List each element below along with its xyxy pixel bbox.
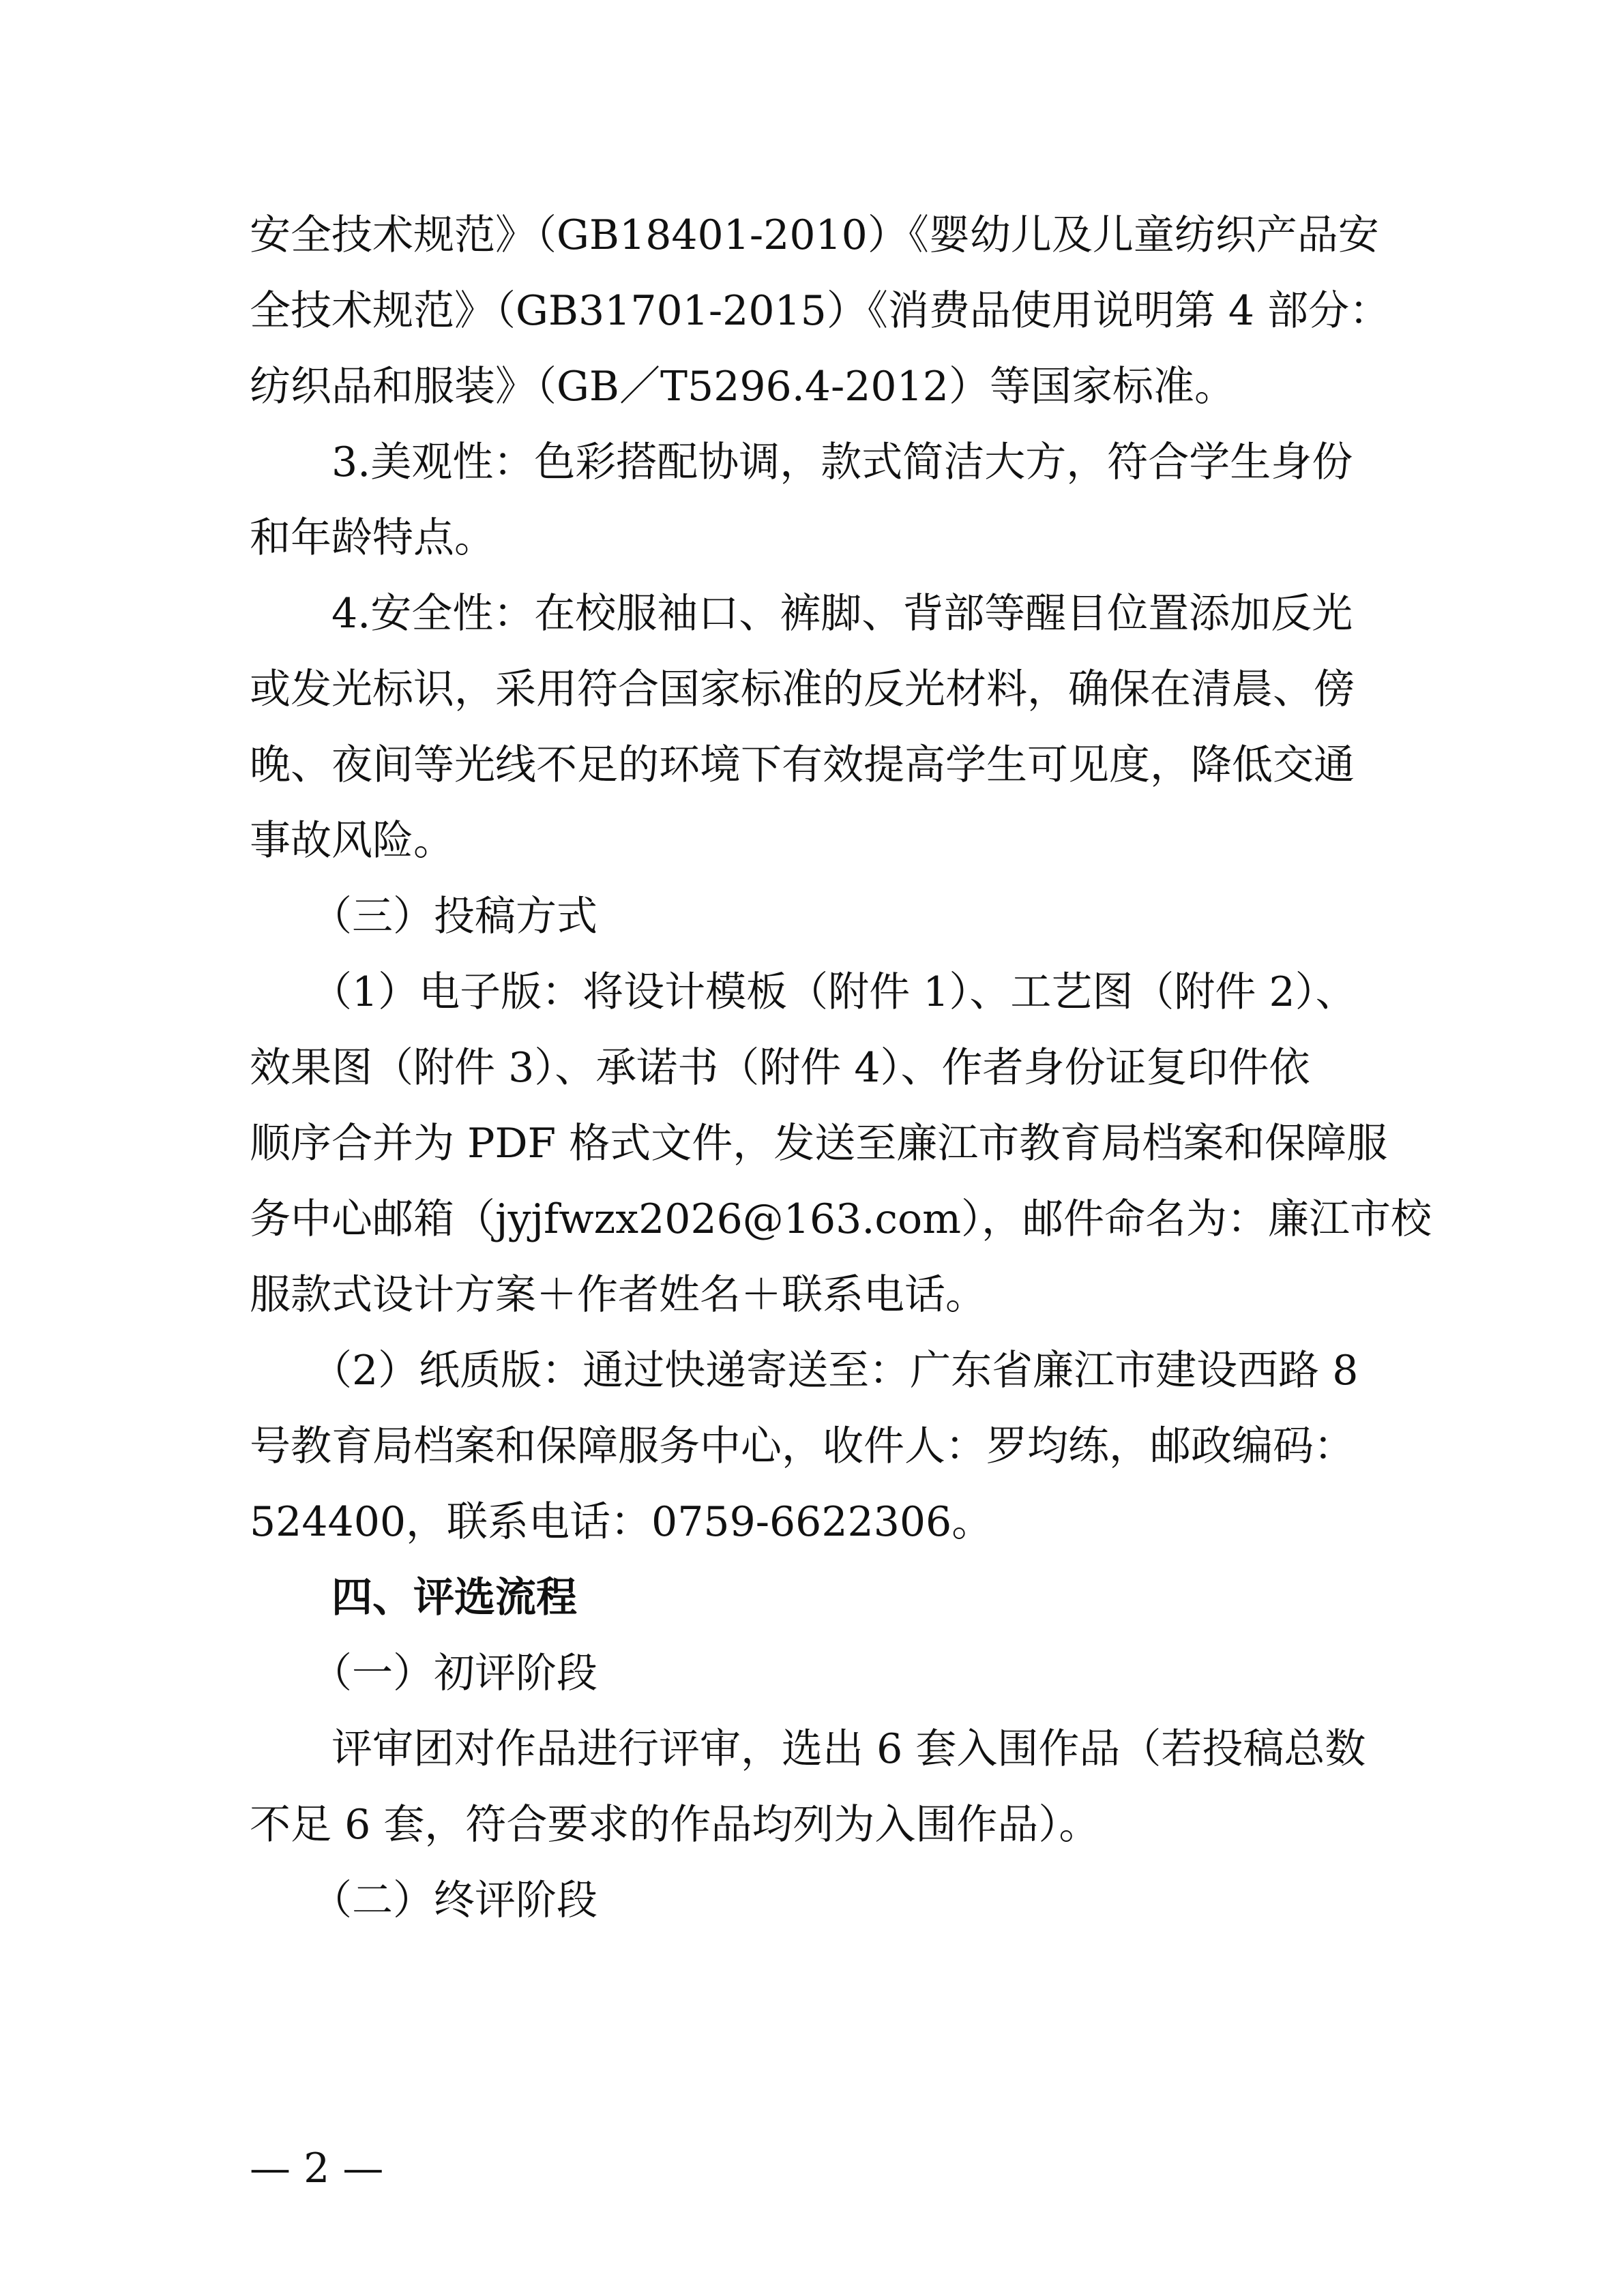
subheading-submission-method [250,879,1386,955]
paragraph-electronic-version [250,955,1432,1333]
text-line: 4.安全性：在校服袖口、裤脚、背部等醒目位置添加反光 [331,590,1353,638]
text-line: 事故风险。 [250,817,454,865]
paragraph-standards-continued [250,198,1391,425]
paragraph-safety [250,576,1386,879]
text-line: 务中心邮箱（jyjfwzx2026@163.com），邮件命名为：廉江市校 [250,1195,1432,1243]
text-line: 3.美观性：色彩搭配协调，款式简洁大方，符合学生身份 [331,438,1353,486]
text-line: 524400，联系电话：0759-6622306。 [250,1498,993,1546]
text-line: 或发光标识，采用符合国家标准的反光材料，确保在清晨、傍 [250,666,1355,713]
page-number: — 2 — [250,2145,384,2192]
section-heading-selection-process [250,1560,1386,1636]
text-line: 顺序合并为 PDF 格式文件，发送至廉江市教育局档案和保障服 [250,1120,1388,1167]
text-line: 全技术规范》（GB31701-2015）《消费品使用说明第 4 部分： [250,287,1391,335]
document-body [250,198,1432,1939]
text-line: （一）初评阶段 [311,1650,597,1697]
text-line: 纺织品和服装》（GB／T5296.4-2012）等国家标准。 [250,363,1235,411]
text-line: 晚、夜间等光线不足的环境下有效提高学生可见度，降低交通 [250,741,1355,789]
text-line: （2）纸质版：通过快递寄送至：广东省廉江市建设西路 8 [311,1347,1359,1395]
paragraph-aesthetics [250,425,1386,576]
text-line: 安全技术规范》（GB18401-2010）《婴幼儿及儿童纺织产品安 [250,211,1379,259]
text-line: 效果图（附件 3）、承诺书（附件 4）、作者身份证复印件依 [250,1044,1310,1092]
text-line: （三）投稿方式 [311,893,597,940]
paragraph-preliminary-review [250,1712,1386,1863]
subheading-preliminary-stage [250,1636,1386,1712]
text-line: （二）终评阶段 [311,1877,597,1924]
text-line: 和年龄特点。 [250,514,495,562]
paragraph-paper-version [250,1333,1386,1560]
text-line: 号教育局档案和保障服务中心，收件人：罗均练，邮政编码： [250,1422,1355,1470]
subheading-final-stage [250,1863,1386,1939]
text-line: 不足 6 套，符合要求的作品均列为入围作品）。 [250,1801,1100,1849]
text-line: 服款式设计方案＋作者姓名＋联系电话。 [250,1271,986,1319]
text-line: 四、评选流程 [331,1574,577,1622]
text-line: 评审团对作品进行评审，选出 6 套入围作品（若投稿总数 [331,1725,1366,1773]
text-line: （1）电子版：将设计模板（附件 1）、工艺图（附件 2）、 [311,968,1357,1016]
